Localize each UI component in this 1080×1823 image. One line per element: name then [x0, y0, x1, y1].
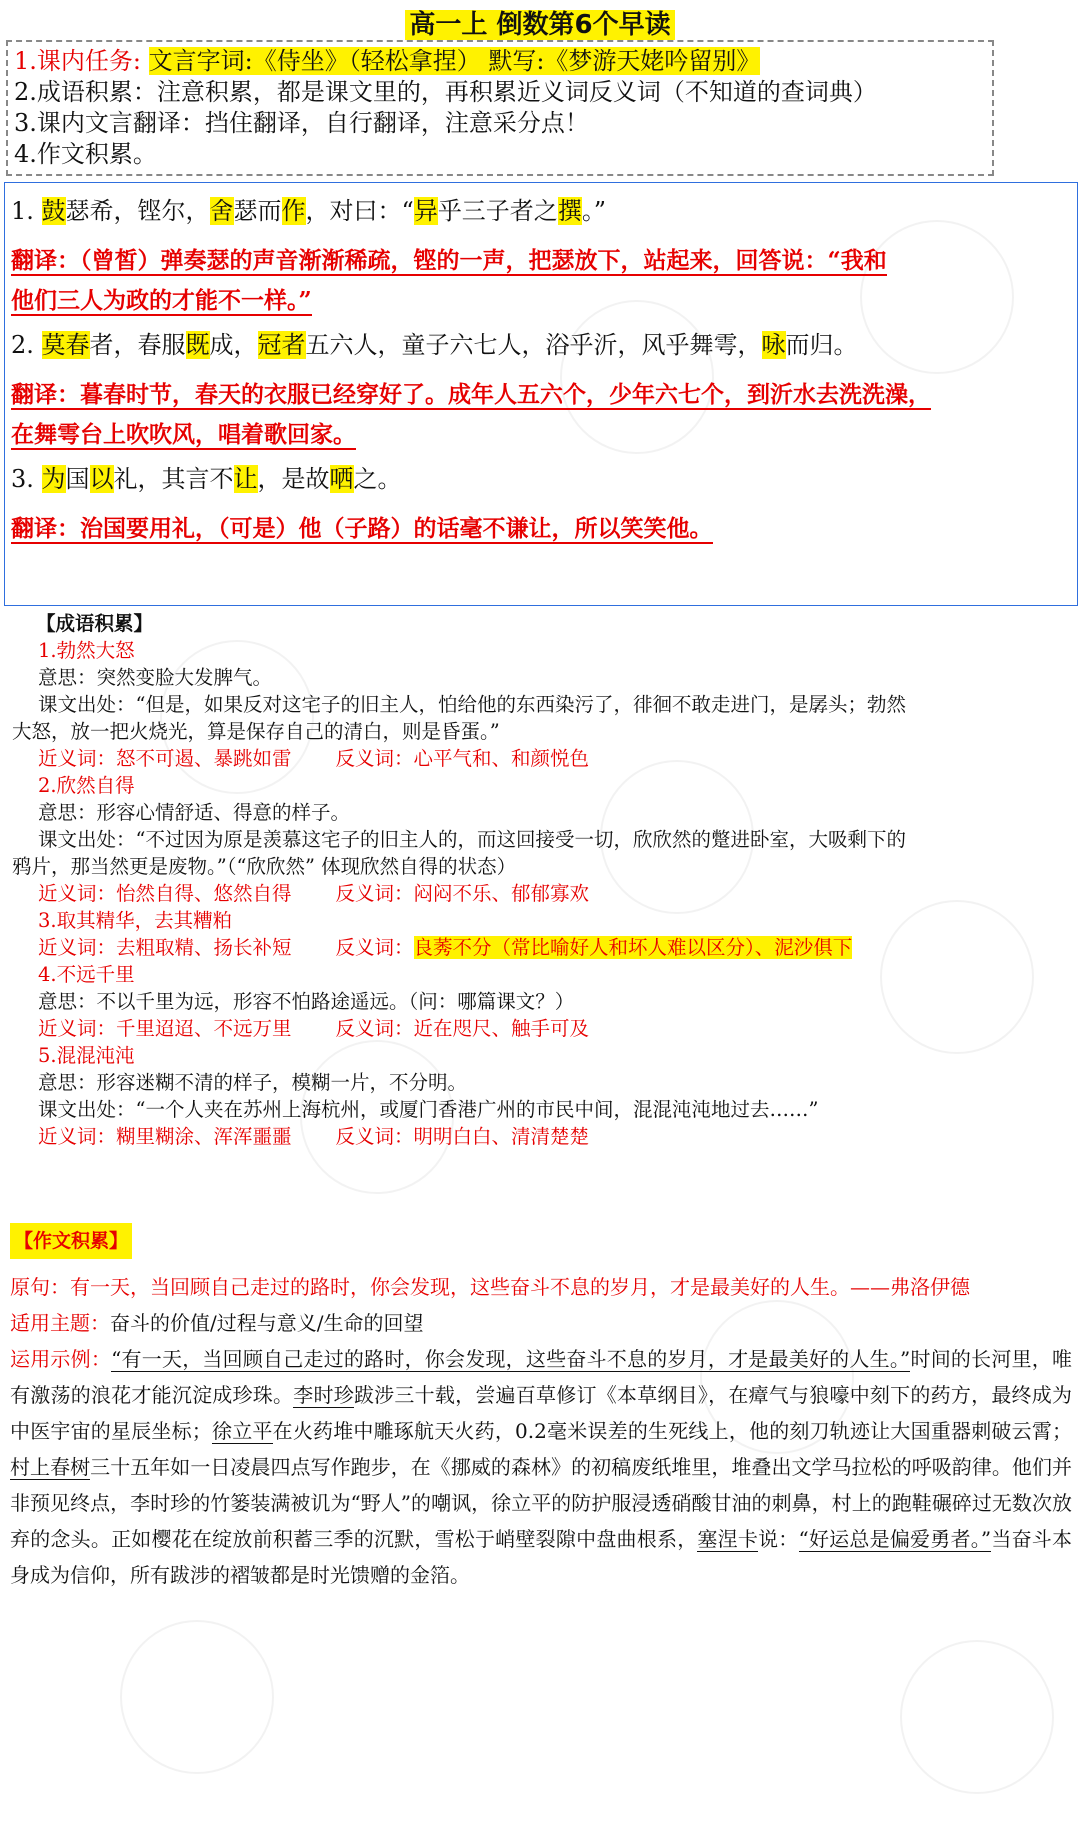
idiom-4-synonyms: 近义词：千里迢迢、不远万里 反义词：近在咫尺、触手可及 [38, 1017, 590, 1040]
task-row-4: 4.作文积累。 [14, 140, 157, 168]
idiom-3-synonyms: 近义词：去粗取精、扬长补短 反义词：良莠不分（常比喻好人和坏人难以区分）、泥沙俱下 [38, 936, 853, 959]
idiom-1-source-cont: 大怒，放一把火烧光，算是保存自己的清白，则是昏蛋。” [12, 720, 500, 743]
translation-2: 翻译：暮春时节，春天的衣服已经穿好了。成年人五六个，少年六七个，到沂水去洗洗澡， 在舞雩台上吹吹风，唱着歌回家。 [11, 381, 931, 448]
essay-header: 【作文积累】 [10, 1223, 132, 1259]
page-title: 高一上 倒数第6个早读 [0, 4, 1080, 41]
idiom-5-source: 课文出处：“一个人夹在苏州上海杭州，或厦门香港广州的市民中间，混混沌沌地过去……” [38, 1098, 819, 1121]
task-row-3: 3.课内文言翻译：挡住翻译，自行翻译，注意采分点！ [14, 109, 589, 137]
idiom-1-name: 1.勃然大怒 [38, 639, 135, 662]
idiom-1-meaning: 意思：突然变脸大发脾气。 [38, 666, 273, 689]
essay-theme: 适用主题：奋斗的价值/过程与意义/生命的回望 [10, 1311, 424, 1335]
idiom-5-meaning: 意思：形容迷糊不清的样子，模糊一片，不分明。 [38, 1071, 468, 1094]
idiom-1-source: 课文出处：“但是，如果反对这宅子的旧主人，怕给他的东西染污了，徘徊不敢走进门，是孱头；勃然 [38, 693, 906, 716]
idiom-5-name: 5.混混沌沌 [38, 1044, 135, 1067]
idiom-3-name: 3.取其精华，去其糟粕 [38, 909, 233, 932]
idiom-2-source: 课文出处：“不过因为原是羡慕这宅子的旧主人的，而这回接受一切，欣欣然的蹩进卧室，大吸剩下的 [38, 828, 906, 851]
idiom-2-synonyms: 近义词：怡然自得、悠然自得 反义词：闷闷不乐、郁郁寡欢 [38, 882, 590, 905]
task-row-1 [14, 46, 986, 77]
question-3: 3. 为国以礼，其言不让，是故哂之。 [11, 465, 402, 493]
task-1-label: 1.课内任务: [14, 47, 141, 75]
question-1: 1. 鼓瑟希，铿尔，舍瑟而作，对曰：“异乎三子者之撰。” [11, 197, 607, 225]
task-row-2: 2.成语积累：注意积累，都是课文里的，再积累近义词反义词（不知道的查词典） [14, 78, 877, 106]
idiom-1-synonyms: 近义词：怒不可遏、暴跳如雷 反义词：心平气和、和颜悦色 [38, 747, 590, 770]
idiom-4-meaning: 意思：不以千里为远，形容不怕路途遥远。（问：哪篇课文？） [38, 990, 575, 1013]
idiom-5-synonyms: 近义词：糊里糊涂、浑浑噩噩 反义词：明明白白、清清楚楚 [38, 1125, 590, 1148]
translation-exercises [4, 182, 1078, 606]
task-1-content: 文言字词:《侍坐》（轻松拿捏） 默写:《梦游天姥吟留别》 [148, 47, 761, 75]
idiom-4-name: 4.不远千里 [38, 963, 135, 986]
idiom-header: 【成语积累】 [36, 612, 154, 635]
essay-section [10, 1222, 1072, 1593]
question-2: 2. 莫春者，春服既成，冠者五六人，童子六七人，浴乎沂，风乎舞雩，咏而归。 [11, 331, 858, 359]
idiom-2-source-cont: 鸦片，那当然更是废物。”（“欣欣然” 体现欣然自得的状态） [12, 855, 517, 878]
idiom-2-name: 2.欣然自得 [38, 774, 135, 797]
idiom-2-meaning: 意思：形容心情舒适、得意的样子。 [38, 801, 351, 824]
essay-original: 原句：有一天，当回顾自己走过的路时，你会发现，这些奋斗不息的岁月，才是最美好的人生。——弗洛伊德 [10, 1275, 970, 1299]
translation-3: 翻译：治国要用礼，（可是）他（子路）的话毫不谦让，所以笑笑他。 [11, 515, 713, 542]
task-list [6, 40, 994, 176]
idiom-section [12, 610, 1072, 1150]
essay-example: 运用示例：“有一天，当回顾自己走过的路时，你会发现，这些奋斗不息的岁月，才是最美好的人生。”时间的长河里，唯有激荡的浪花才能沉淀成珍珠。李时珍跋涉三十载，尝遍百草修订《本草纲目》，在瘴气与狼嚎中刻下的药方，最终成为中医宇宙的星辰坐标；徐立平在火药堆中雕琢航天火药，0.2毫米误差的生死线上，他的刻刀轨迹让大国重器刺破云霄；村上春树三十五年如一日凌晨四点写作跑步，在《挪威的森林》的初稿废纸堆里，堆叠出文学马拉松的呼吸韵律。他们并非预见终点，李时珍的竹篓装满被讥为“野人”的嘲讽，徐立平的防护服浸透硝酸甘油的刺鼻，村上的跑鞋碾碎过无数次放弃的念头。正如樱花在绽放前积蓄三季的沉默，雪松于峭壁裂隙中盘曲根系，塞涅卡说：“好运总是偏爱勇者。”当奋斗本身成为信仰，所有跋涉的褶皱都是时光馈赠的金箔。 [10, 1347, 1073, 1587]
translation-1: 翻译：（曾皙）弹奏瑟的声音渐渐稀疏，铿的一声，把瑟放下，站起来，回答说：“我和 他们三人为政的才能不一样。” [11, 247, 887, 314]
